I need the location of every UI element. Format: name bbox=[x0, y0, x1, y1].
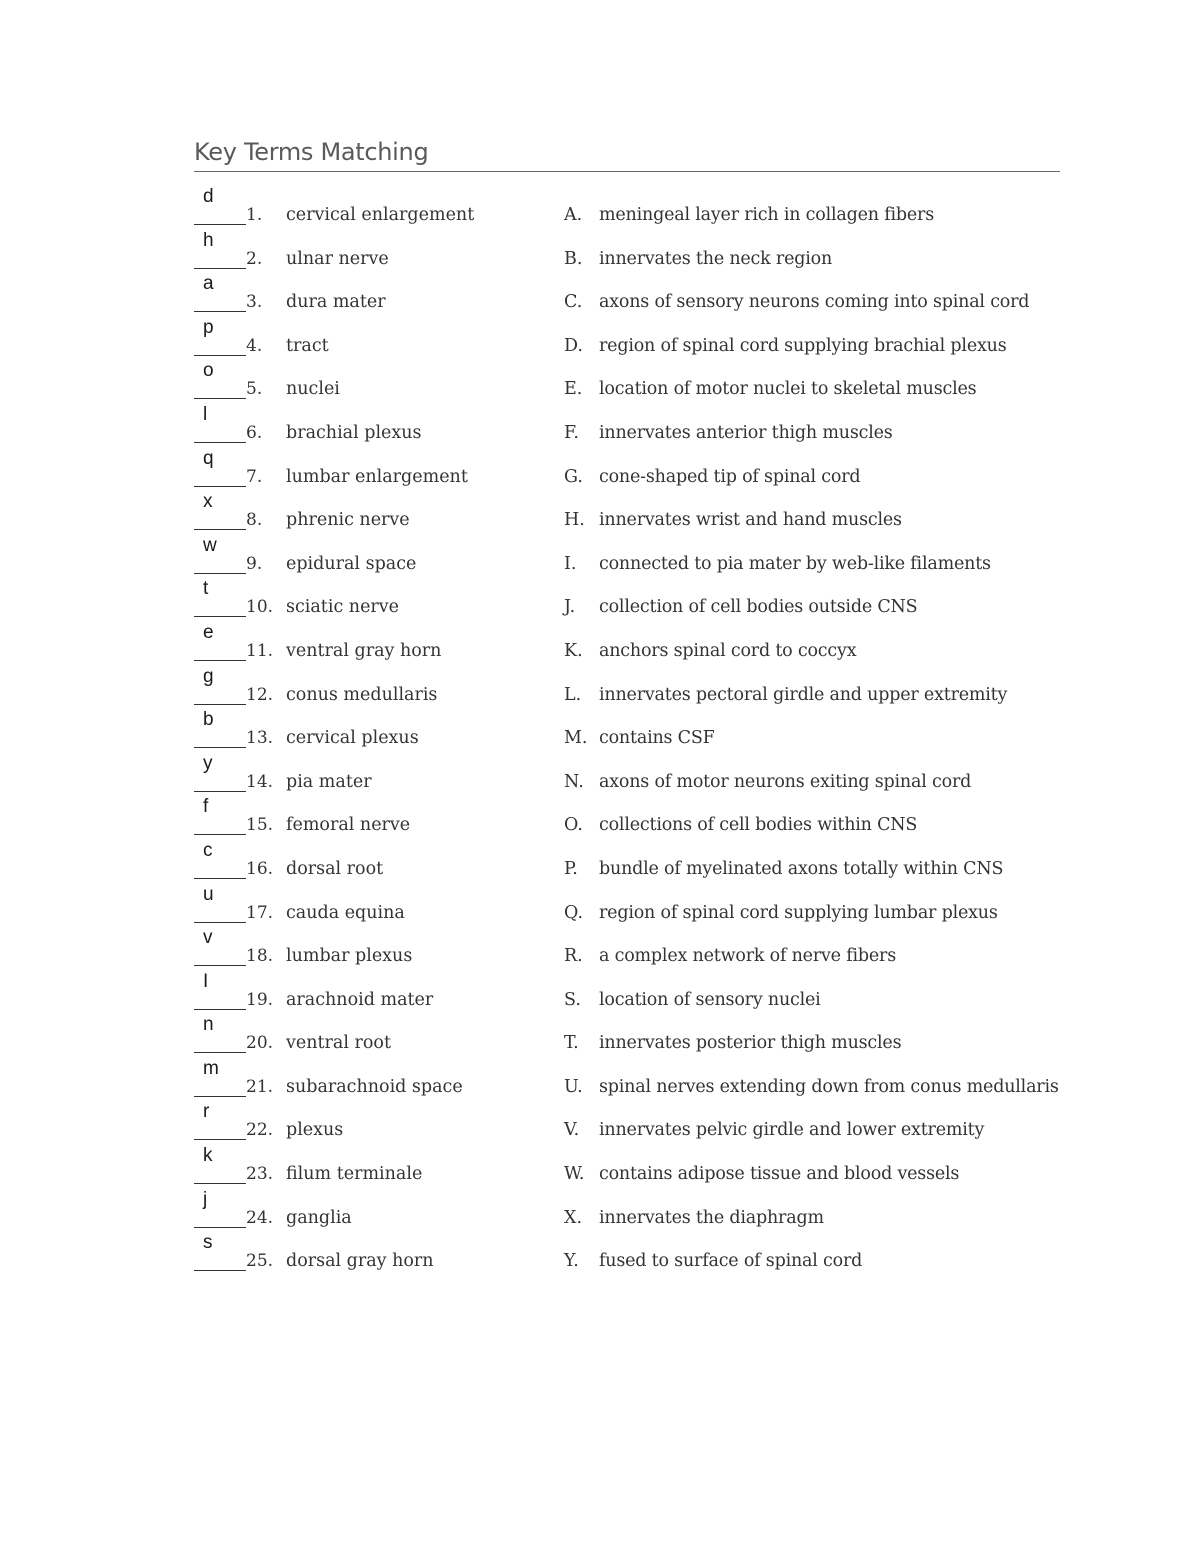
matching-row bbox=[194, 1097, 1074, 1141]
handwritten-answer[interactable]: e bbox=[203, 621, 214, 643]
definition-letter: G. bbox=[564, 466, 583, 487]
definition-text: innervates pelvic girdle and lower extremity bbox=[599, 1120, 985, 1141]
page-title: Key Terms Matching bbox=[194, 138, 429, 166]
definition-text: connected to pia mater by web-like filaments bbox=[599, 553, 991, 574]
matching-row bbox=[194, 531, 1074, 575]
key-term: pia mater bbox=[286, 771, 372, 792]
item-number: 18. bbox=[246, 946, 274, 967]
definition-letter: Y. bbox=[564, 1251, 579, 1272]
item-number: 20. bbox=[246, 1033, 274, 1054]
item-number: 17. bbox=[246, 902, 274, 923]
definition-letter: D. bbox=[564, 335, 583, 356]
handwritten-answer[interactable]: m bbox=[203, 1057, 219, 1079]
definition-letter: U. bbox=[564, 1076, 583, 1097]
handwritten-answer[interactable]: v bbox=[203, 927, 213, 949]
key-term: plexus bbox=[286, 1120, 344, 1141]
item-number: 4. bbox=[246, 335, 263, 356]
definition-letter: H. bbox=[564, 510, 585, 531]
item-number: 5. bbox=[246, 379, 263, 400]
item-number: 9. bbox=[246, 553, 263, 574]
item-number: 24. bbox=[246, 1207, 274, 1228]
definition-text: location of motor nuclei to skeletal muscles bbox=[599, 379, 977, 400]
item-number: 6. bbox=[246, 422, 263, 443]
handwritten-answer[interactable]: s bbox=[203, 1232, 213, 1254]
key-term: lumbar plexus bbox=[286, 946, 413, 967]
matching-row bbox=[194, 313, 1074, 357]
matching-row bbox=[194, 400, 1074, 444]
matching-row bbox=[194, 444, 1074, 488]
handwritten-answer[interactable]: x bbox=[203, 491, 213, 513]
item-number: 15. bbox=[246, 815, 274, 836]
definition-letter: B. bbox=[564, 248, 583, 269]
handwritten-answer[interactable]: k bbox=[203, 1145, 213, 1167]
definition-text: anchors spinal cord to coccyx bbox=[599, 640, 857, 661]
handwritten-answer[interactable]: c bbox=[203, 839, 213, 861]
handwritten-answer[interactable]: b bbox=[203, 709, 214, 731]
matching-row bbox=[194, 618, 1074, 662]
matching-row bbox=[194, 705, 1074, 749]
definition-text: spinal nerves extending down from conus medullaris bbox=[599, 1076, 1059, 1097]
handwritten-answer[interactable]: h bbox=[203, 229, 214, 251]
item-number: 13. bbox=[246, 728, 274, 749]
item-number: 19. bbox=[246, 989, 274, 1010]
definition-text: innervates posterior thigh muscles bbox=[599, 1033, 902, 1054]
handwritten-answer[interactable]: w bbox=[203, 534, 217, 556]
key-term: ulnar nerve bbox=[286, 248, 389, 269]
item-number: 2. bbox=[246, 248, 263, 269]
matching-list bbox=[194, 182, 1074, 1272]
handwritten-answer[interactable]: o bbox=[203, 360, 214, 382]
definition-text: a complex network of nerve fibers bbox=[599, 946, 896, 967]
item-number: 3. bbox=[246, 292, 263, 313]
definition-text: region of spinal cord supplying brachial plexus bbox=[599, 335, 1007, 356]
key-term: femoral nerve bbox=[286, 815, 411, 836]
definition-text: collection of cell bodies outside CNS bbox=[599, 597, 918, 618]
key-term: phrenic nerve bbox=[286, 510, 410, 531]
definition-letter: S. bbox=[564, 989, 581, 1010]
key-term: tract bbox=[286, 335, 329, 356]
matching-row bbox=[194, 662, 1074, 706]
key-term: nuclei bbox=[286, 379, 340, 400]
definition-letter: J. bbox=[564, 597, 576, 618]
key-term: subarachnoid space bbox=[286, 1076, 463, 1097]
item-number: 12. bbox=[246, 684, 274, 705]
handwritten-answer[interactable]: g bbox=[203, 665, 214, 687]
matching-row bbox=[194, 182, 1074, 226]
handwritten-answer[interactable]: f bbox=[203, 796, 209, 818]
definition-letter: W. bbox=[564, 1164, 585, 1185]
key-term: lumbar enlargement bbox=[286, 466, 468, 487]
definition-letter: L. bbox=[564, 684, 582, 705]
definition-text: innervates the neck region bbox=[599, 248, 833, 269]
matching-row bbox=[194, 356, 1074, 400]
matching-row bbox=[194, 269, 1074, 313]
definition-letter: P. bbox=[564, 858, 578, 879]
definition-text: innervates the diaphragm bbox=[599, 1207, 824, 1228]
definition-letter: I. bbox=[564, 553, 577, 574]
matching-row bbox=[194, 1010, 1074, 1054]
matching-row bbox=[194, 967, 1074, 1011]
key-term: ventral root bbox=[286, 1033, 391, 1054]
matching-row bbox=[194, 880, 1074, 924]
key-term: dura mater bbox=[286, 292, 386, 313]
key-term: cervical enlargement bbox=[286, 205, 475, 225]
definition-letter: R. bbox=[564, 946, 583, 967]
key-term: epidural space bbox=[286, 553, 417, 574]
definition-text: contains CSF bbox=[599, 728, 715, 749]
key-term: filum terminale bbox=[286, 1164, 423, 1185]
key-term: conus medullaris bbox=[286, 684, 438, 705]
matching-row bbox=[194, 574, 1074, 618]
item-number: 1. bbox=[246, 205, 263, 225]
handwritten-answer[interactable]: j bbox=[203, 1188, 208, 1210]
matching-row bbox=[194, 836, 1074, 880]
definition-text: location of sensory nuclei bbox=[599, 989, 821, 1010]
item-number: 22. bbox=[246, 1120, 274, 1141]
item-number: 8. bbox=[246, 510, 263, 531]
definition-letter: N. bbox=[564, 771, 584, 792]
definition-text: axons of motor neurons exiting spinal cord bbox=[599, 771, 972, 792]
key-term: sciatic nerve bbox=[286, 597, 400, 618]
key-term: arachnoid mater bbox=[286, 989, 434, 1010]
item-number: 21. bbox=[246, 1076, 274, 1097]
item-number: 7. bbox=[246, 466, 263, 487]
handwritten-answer[interactable]: u bbox=[203, 883, 214, 905]
definition-text: innervates pectoral girdle and upper extremity bbox=[599, 684, 1008, 705]
handwritten-answer[interactable]: a bbox=[203, 273, 214, 295]
key-term: ventral gray horn bbox=[286, 640, 442, 661]
handwritten-answer[interactable]: d bbox=[203, 186, 214, 207]
key-term: brachial plexus bbox=[286, 422, 422, 443]
definition-letter: F. bbox=[564, 422, 579, 443]
definition-text: innervates wrist and hand muscles bbox=[599, 510, 902, 531]
definition-letter: E. bbox=[564, 379, 583, 400]
definition-text: collections of cell bodies within CNS bbox=[599, 815, 918, 836]
definition-letter: K. bbox=[564, 640, 583, 661]
handwritten-answer[interactable]: p bbox=[203, 316, 214, 338]
handwritten-answer[interactable]: l bbox=[203, 403, 208, 425]
item-number: 16. bbox=[246, 858, 274, 879]
definition-letter: V. bbox=[564, 1120, 580, 1141]
item-number: 10. bbox=[246, 597, 274, 618]
definition-text: meningeal layer rich in collagen fibers bbox=[599, 205, 935, 225]
definition-letter: T. bbox=[564, 1033, 579, 1054]
matching-row bbox=[194, 923, 1074, 967]
matching-row bbox=[194, 792, 1074, 836]
definition-text: bundle of myelinated axons totally within CNS bbox=[599, 858, 1004, 879]
definition-letter: A. bbox=[564, 205, 583, 225]
definition-letter: Q. bbox=[564, 902, 584, 923]
title-divider bbox=[194, 171, 1060, 172]
key-term: dorsal root bbox=[286, 858, 384, 879]
handwritten-answer[interactable]: t bbox=[203, 578, 209, 600]
key-term: cauda equina bbox=[286, 902, 405, 923]
matching-row bbox=[194, 1228, 1074, 1272]
key-term: cervical plexus bbox=[286, 728, 419, 749]
handwritten-answer[interactable]: y bbox=[203, 752, 213, 774]
definition-text: innervates anterior thigh muscles bbox=[599, 422, 893, 443]
handwritten-answer[interactable]: I bbox=[203, 970, 209, 992]
matching-row bbox=[194, 487, 1074, 531]
answer-blank-line bbox=[194, 1270, 246, 1271]
key-term: dorsal gray horn bbox=[286, 1251, 434, 1272]
handwritten-answer[interactable]: q bbox=[203, 447, 214, 469]
definition-letter: O. bbox=[564, 815, 583, 836]
matching-row bbox=[194, 226, 1074, 270]
matching-row bbox=[194, 749, 1074, 793]
matching-row bbox=[194, 1054, 1074, 1098]
definition-letter: M. bbox=[564, 728, 588, 749]
definition-text: cone-shaped tip of spinal cord bbox=[599, 466, 861, 487]
definition-letter: X. bbox=[564, 1207, 583, 1228]
definition-text: fused to surface of spinal cord bbox=[599, 1251, 863, 1272]
handwritten-answer[interactable]: n bbox=[203, 1014, 214, 1036]
handwritten-answer[interactable]: r bbox=[203, 1101, 210, 1123]
item-number: 11. bbox=[246, 640, 274, 661]
definition-letter: C. bbox=[564, 292, 583, 313]
definition-text: region of spinal cord supplying lumbar plexus bbox=[599, 902, 998, 923]
item-number: 14. bbox=[246, 771, 274, 792]
definition-text: axons of sensory neurons coming into spinal cord bbox=[599, 292, 1030, 313]
definition-text: contains adipose tissue and blood vessels bbox=[599, 1164, 960, 1185]
item-number: 23. bbox=[246, 1164, 274, 1185]
key-term: ganglia bbox=[286, 1207, 352, 1228]
matching-row bbox=[194, 1185, 1074, 1229]
matching-row bbox=[194, 1141, 1074, 1185]
item-number: 25. bbox=[246, 1251, 274, 1272]
